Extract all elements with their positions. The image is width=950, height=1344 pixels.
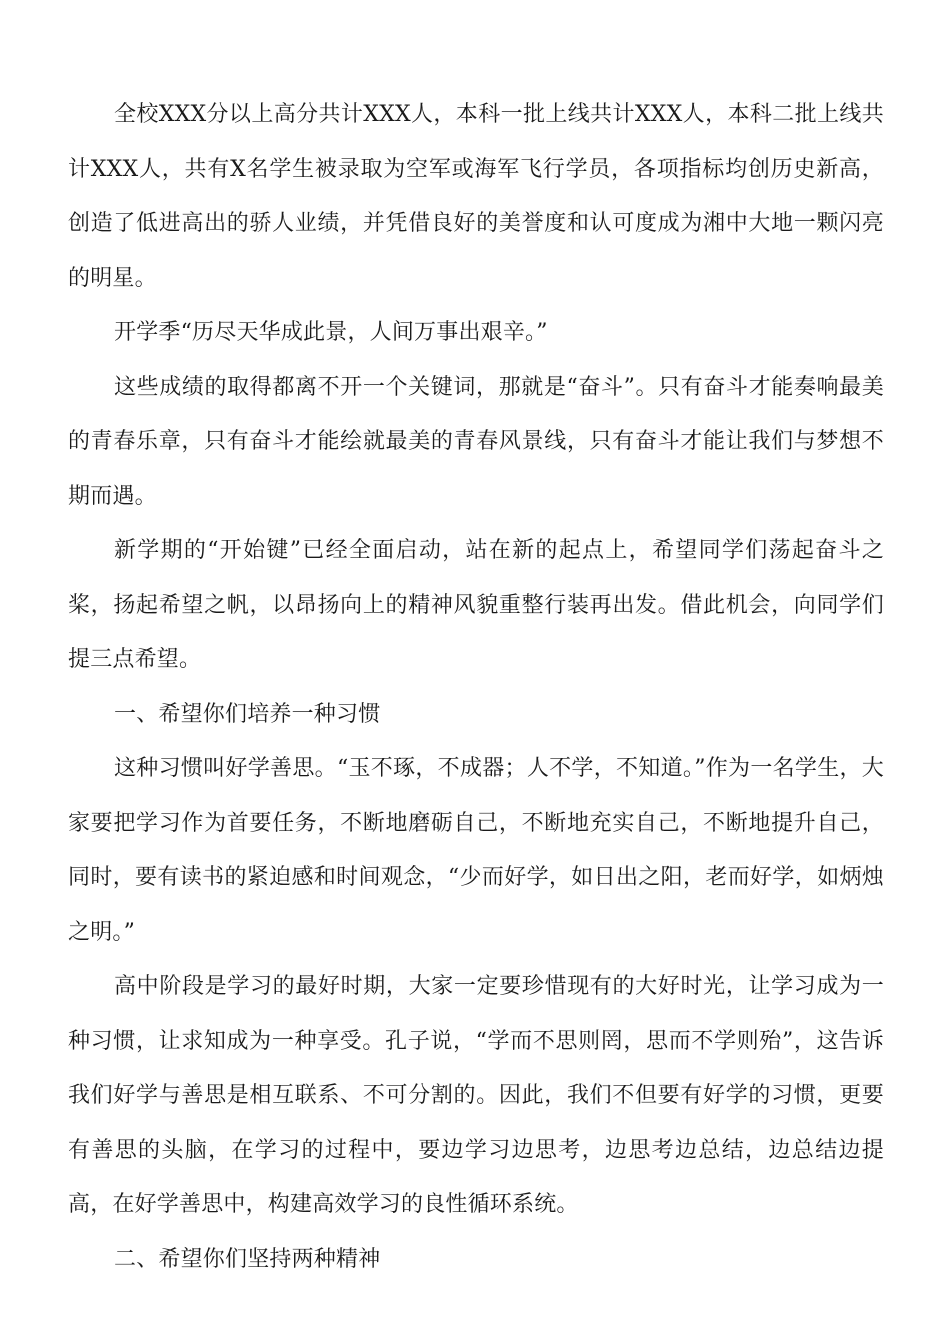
section-heading-one bbox=[68, 688, 884, 743]
paragraph-habit bbox=[68, 742, 884, 960]
line: 不期而遇。 bbox=[68, 429, 884, 509]
line: 计XXX人，共有X名学生被录取为空军或海军飞行学员，各项指标均创历史新高， bbox=[68, 156, 884, 182]
line: 美的青春乐章，只有奋斗才能绘就最美的青春风景线，只有奋斗才能让我们与梦想 bbox=[68, 374, 884, 454]
line: 开学季“历尽天华成此景，人间万事出艰辛。” bbox=[114, 320, 548, 345]
line: 提三点希望。 bbox=[68, 647, 202, 672]
paragraph-new-semester bbox=[68, 524, 884, 688]
paragraph-struggle bbox=[68, 361, 884, 525]
line: 种习惯，让求知成为一种享受。孔子说，“学而不思则罔，思而不学则殆”，这告 bbox=[68, 1028, 862, 1054]
line: 全校XXX分以上高分共计XXX人，本科一批上线共计XXX人，本科二批上线共 bbox=[114, 102, 884, 127]
line: 烛之明。” bbox=[68, 865, 884, 945]
line: 诉我们好学与善思是相互联系、不可分割的。因此，我们不但要有好学的习惯，更 bbox=[68, 1028, 884, 1108]
line: 高，在好学善思中，构建高效学习的良性循环系统。 bbox=[68, 1192, 579, 1217]
line: 这些成绩的取得都离不开一个关键词，那就是“奋斗”。只有奋斗才能奏响最 bbox=[114, 374, 862, 400]
line: 这种习惯叫好学善思。“玉不琢，不成器；人不学，不知道。”作为一名学生， bbox=[114, 756, 862, 781]
heading-text: 二、希望你们坚持两种精神 bbox=[114, 1246, 381, 1272]
line: 新学期的“开始键”已经全面启动，站在新的起点上，希望同学们荡起奋斗之 bbox=[114, 538, 884, 563]
paragraph-quote bbox=[68, 306, 884, 361]
line: 创造了低进高出的骄人业绩，并凭借良好的美誉度和认可度成为湘中大地一颗闪亮 bbox=[68, 211, 884, 236]
line: 大家要把学习作为首要任务，不断地磨砺自己，不断地充实自己，不断地提升自己， bbox=[68, 756, 884, 836]
line: 要有善思的头脑，在学习的过程中，要边学习边思考，边思考边总结，边总结边提 bbox=[68, 1083, 884, 1163]
heading-text: 一、希望你们培养一种习惯 bbox=[114, 701, 381, 727]
section-heading-two bbox=[68, 1233, 884, 1288]
line: 桨，扬起希望之帆，以昂扬向上的精神风貌重整行装再出发。借此机会，向同学们 bbox=[68, 592, 884, 618]
paragraph-results bbox=[68, 88, 884, 306]
line: 的明星。 bbox=[68, 265, 157, 291]
document-body bbox=[68, 88, 884, 1287]
line: 高中阶段是学习的最好时期，大家一定要珍惜现有的大好时光，让学习成为一 bbox=[114, 974, 884, 999]
paragraph-study bbox=[68, 960, 884, 1233]
line: 同时，要有读书的紧迫感和时间观念，“少而好学，如日出之阳，老而好学，如炳 bbox=[68, 865, 862, 890]
